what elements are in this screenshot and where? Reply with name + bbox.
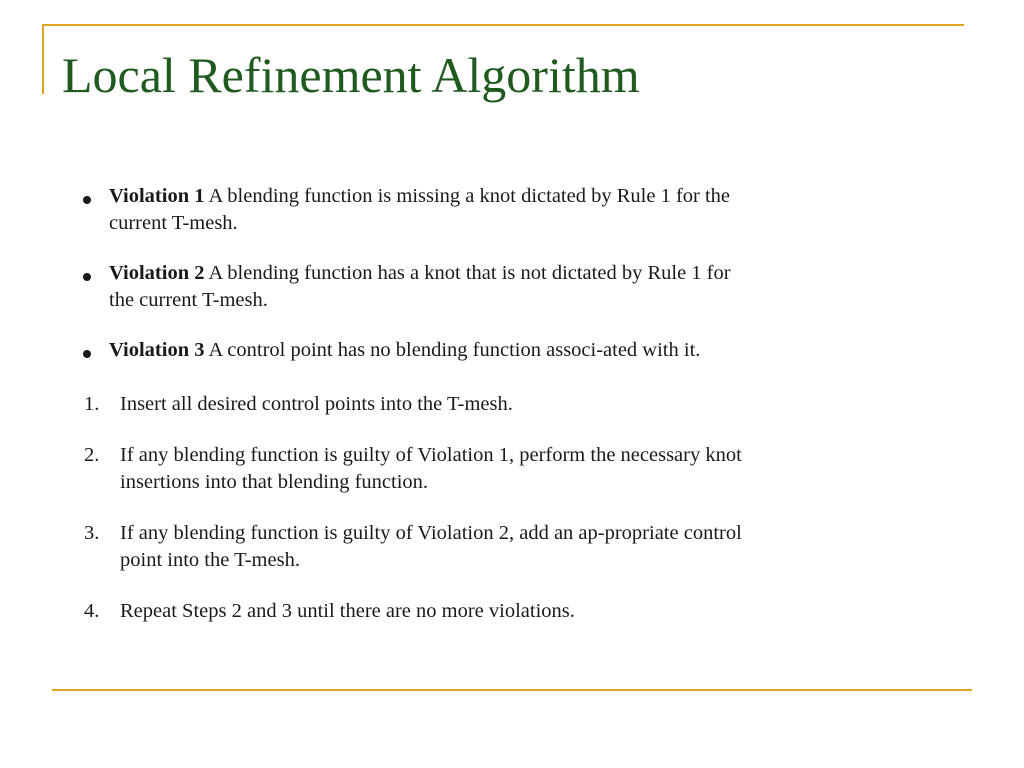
violation-description: A blending function is missing a knot dictated by Rule 1 for the current T-mesh. — [109, 185, 731, 234]
step-number: 1. — [84, 393, 100, 415]
left-accent-rule — [42, 24, 44, 94]
violation-term: Violation 3 — [109, 339, 205, 361]
violation-term: Violation 1 — [109, 185, 205, 207]
bottom-accent-rule — [52, 689, 972, 691]
step-item-1 — [80, 391, 760, 418]
violation-description: A control point has no blending function associ-ated with it. — [204, 339, 701, 361]
step-item-3 — [80, 520, 760, 574]
slide-content — [80, 183, 760, 649]
algorithm-steps-list — [80, 391, 760, 625]
step-text: If any blending function is guilty of Violation 1, perform the necessary knot insertions into that blending function. — [120, 444, 742, 493]
step-text: Repeat Steps 2 and 3 until there are no more violations. — [120, 600, 575, 622]
step-number: 2. — [84, 444, 100, 466]
bullet-icon — [83, 273, 91, 281]
slide-title: Local Refinement Algorithm — [62, 47, 640, 103]
violation-item-2 — [80, 260, 760, 314]
bullet-icon — [83, 196, 91, 204]
violation-description: A blending function has a knot that is not dictated by Rule 1 for the current T-mesh. — [109, 262, 731, 311]
step-item-2 — [80, 442, 760, 496]
violation-term: Violation 2 — [109, 262, 205, 284]
bullet-icon — [83, 350, 91, 358]
step-number: 4. — [84, 600, 100, 622]
violation-list — [80, 183, 760, 364]
step-number: 3. — [84, 522, 100, 544]
step-text: Insert all desired control points into the T-mesh. — [120, 393, 513, 415]
top-accent-rule — [42, 24, 964, 26]
step-text: If any blending function is guilty of Violation 2, add an ap-propriate control point into the T-mesh. — [120, 522, 742, 571]
violation-item-3 — [80, 337, 760, 364]
violation-item-1 — [80, 183, 760, 237]
step-item-4 — [80, 598, 760, 625]
